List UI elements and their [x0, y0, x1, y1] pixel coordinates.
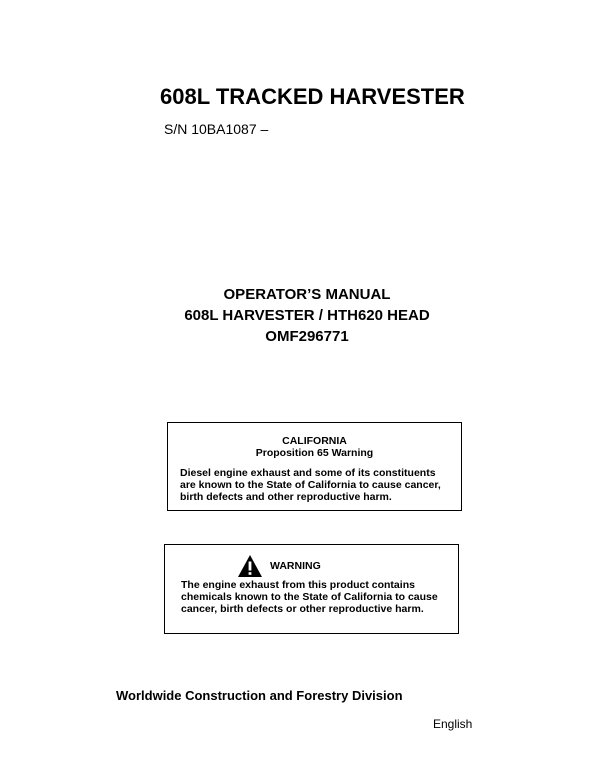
california-warning-text — [180, 467, 461, 503]
division-name: Worldwide Construction and Forestry Division — [116, 688, 403, 703]
manual-models: 608L HARVESTER / HTH620 HEAD — [184, 307, 430, 324]
manual-info — [0, 284, 600, 347]
warning-text-line: cancer, birth defects or other reproductive harm. — [181, 603, 424, 615]
california-text-line: Diesel engine exhaust and some of its constituents — [180, 467, 436, 479]
warning-heading-group — [237, 553, 321, 579]
manual-type: OPERATOR’S MANUAL — [223, 286, 391, 303]
warning-triangle-icon — [237, 554, 263, 578]
california-heading: CALIFORNIA — [282, 435, 347, 447]
proposition-65-heading: Proposition 65 Warning — [255, 447, 374, 459]
serial-number: S/N 10BA1087 – — [164, 121, 269, 137]
california-heading-group — [168, 435, 461, 459]
engine-exhaust-warning-box — [164, 544, 459, 634]
document-title: 608L TRACKED HARVESTER — [160, 84, 465, 109]
manual-number: OMF296771 — [265, 328, 349, 345]
california-text-line: birth defects and other reproductive harm. — [180, 491, 392, 503]
warning-text-line: The engine exhaust from this product contains — [181, 579, 415, 591]
engine-exhaust-warning-text — [181, 579, 438, 615]
california-warning-box — [167, 422, 462, 511]
california-text-line: are known to the State of California to cause cancer, — [180, 479, 441, 491]
language-label: English — [433, 717, 473, 731]
warning-text-line: chemicals known to the State of California to cause — [181, 591, 438, 603]
warning-heading: WARNING — [270, 560, 321, 572]
